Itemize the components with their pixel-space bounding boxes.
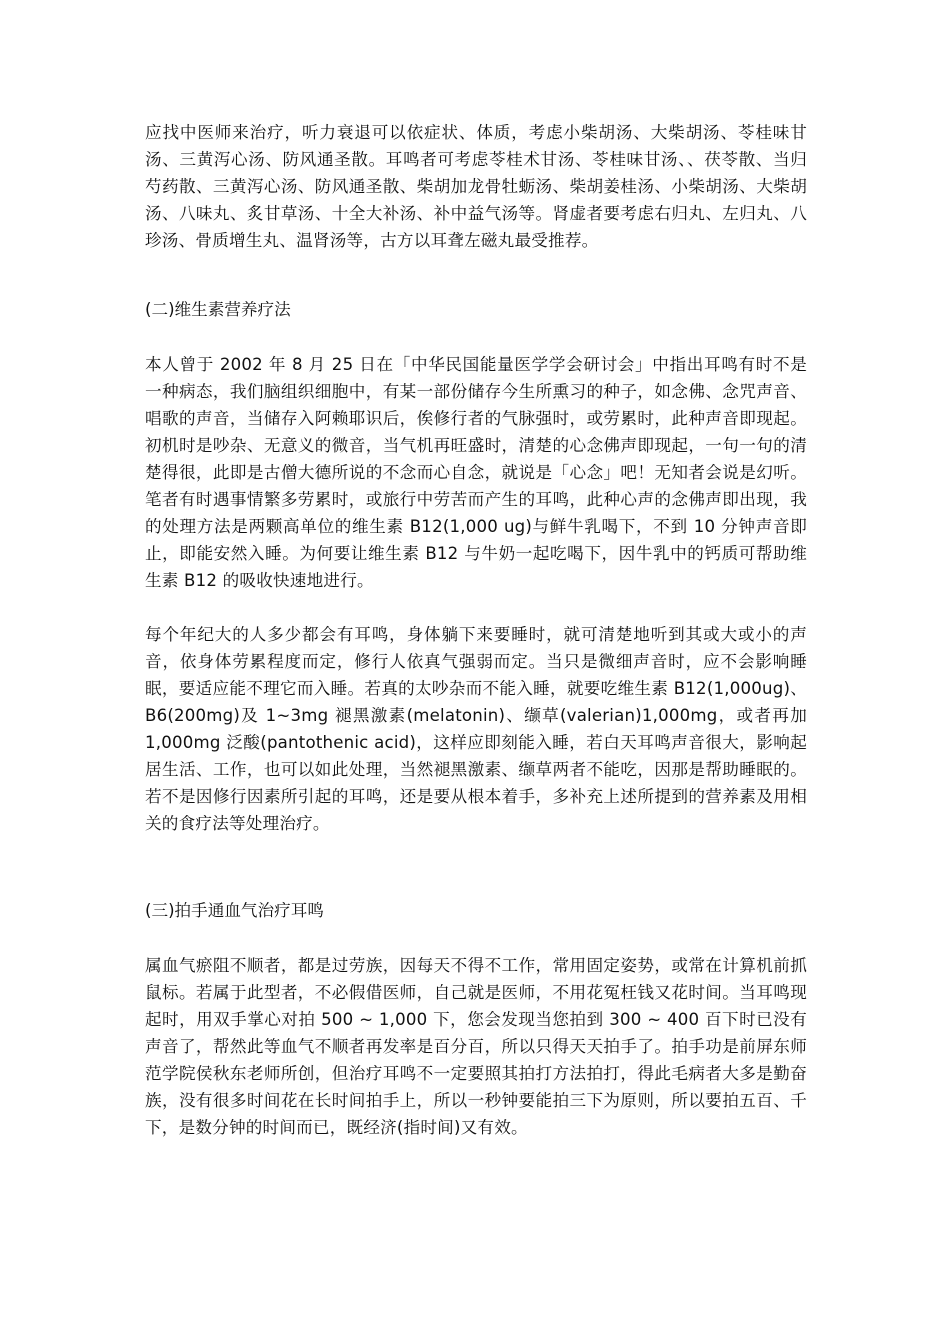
paragraph-elderly-tinnitus: 每个年纪大的人多少都会有耳鸣，身体躺下来要睡时，就可清楚地听到其或大或小的声音，依身体劳累程度而定，修行人依真气强弱而定。当只是微细声音时，应不会影响睡眠，要适应能不理它而入睡。若真的太吵杂而不能入睡，就要吃维生素 B12(1,000ug)、B6(200mg)及 1~3mg 褪黑激素(melatonin)、缬草(valerian)1,000mg，或者再加 1,000mg 泛酸(pantothenic acid)，这样应即刻能入睡，若白天耳鸣声音很大，影响起居生活、工作，也可以如此处理，当然褪黑激素、缬草两者不能吃，因那是帮助睡眠的。若不是因修行因素所引起的耳鸣，还是要从根本着手，多补充上述所提到的营养素及用相关的食疗法等处理治疗。 (145, 625, 807, 833)
paragraph-vitamin-b12: 本人曾于 2002 年 8 月 25 日在「中华民国能量医学学会研讨会」中指出耳鸣有时不是一种病态，我们脑组织细胞中，有某一部份储存今生所熏习的种子，如念佛、念咒声音、唱歌的声音，当储存入阿赖耶识后，俟修行者的气脉强时，或劳累时，此种声音即现起。初机时是吵杂、无意义的微音，当气机再旺盛时，清楚的心念佛声即现起，一句一句的清楚得很，此即是古僧大德所说的不念而心自念，就说是「心念」吧！无知者会说是幻听。笔者有时遇事情繁多劳累时，或旅行中劳苦而产生的耳鸣，此种心声的念佛声即出现，我的处理方法是两颗高单位的维生素 B12(1,000 ug)与鲜牛乳喝下，不到 10 分钟声音即止，即能安然入睡。为何要让维生素 B12 与牛奶一起吃喝下，因牛乳中的钙质可帮助维生素 B12 的吸收快速地进行。 (145, 355, 807, 590)
paragraph-herbal-remedies: 应找中医师来治疗，听力衰退可以依症状、体质，考虑小柴胡汤、大柴胡汤、苓桂味甘汤、三黄泻心汤、防风通圣散。耳鸣者可考虑苓桂术甘汤、苓桂味甘汤、、茯苓散、当归芍药散、三黄泻心汤、防风通圣散、柴胡加龙骨牡蛎汤、柴胡姜桂汤、小柴胡汤、大柴胡汤、八味丸、炙甘草汤、十全大补汤、补中益气汤等。肾虚者要考虑右归丸、左归丸、八珍汤、骨质增生丸、温肾汤等，古方以耳聋左磁丸最受推荐。 (145, 123, 807, 250)
section-heading-clapping-therapy: (三)拍手通血气治疗耳鸣 (145, 901, 324, 920)
section-heading-vitamin-therapy: (二)维生素营养疗法 (145, 300, 291, 319)
paragraph-clapping-method: 属血气瘀阻不顺者，都是过劳族，因每天不得不工作，常用固定姿势，或常在计算机前抓鼠标。若属于此型者，不必假借医师，自己就是医师，不用花冤枉钱又花时间。当耳鸣现起时，用双手掌心对拍 500 ~ 1,000 下，您会发现当您拍到 300 ~ 400 百下时已没有声音了，帮然此等血气不顺者再发率是百分百，所以只得天天拍手了。拍手功是前屏东师范学院侯秋东老师所创，但治疗耳鸣不一定要照其拍打方法拍打，得此毛病者大多是勤奋族，没有很多时间花在长时间拍手上，所以一秒钟要能拍三下为原则，所以要拍五百、千下，是数分钟的时间而已，既经济(指时间)又有效。 (145, 956, 807, 1137)
